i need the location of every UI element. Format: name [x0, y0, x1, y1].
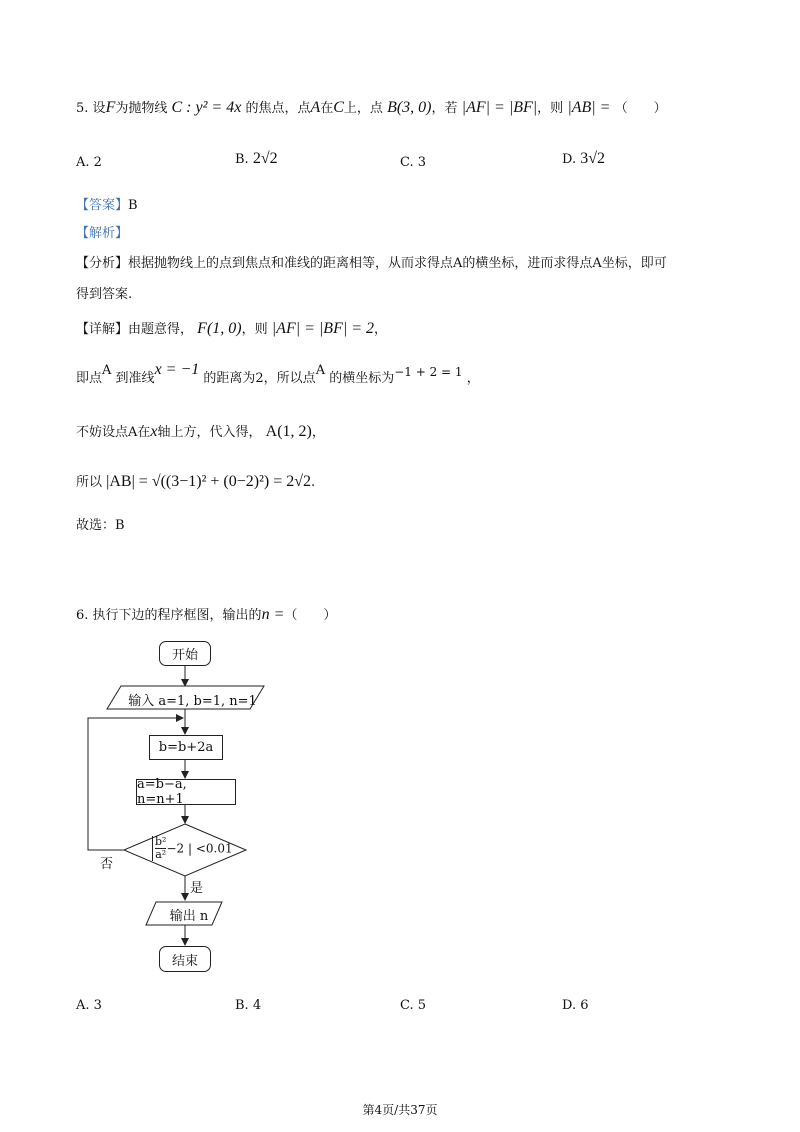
answer-tag: 【答案】 — [76, 198, 129, 213]
q5-final: 故选：B — [76, 518, 125, 533]
q5-stem: 5. 设F为抛物线 C : y² = 4x 的焦点，点A在C上，点 B(3, 0)，若 |AF| = |BF|，则 |AB| = （ ） — [76, 99, 667, 116]
flow-end: 结束 — [159, 946, 211, 972]
q5-number: 5. — [76, 101, 89, 116]
q5-fenxi-line2: 得到答案. — [76, 287, 133, 302]
flow-start: 开始 — [159, 641, 211, 666]
q6-option-d[interactable]: D. 6 — [562, 998, 589, 1013]
flow-step-b: b=b+2a — [149, 735, 223, 760]
q5-detail-line2: 即点A 到准线x = −1 的距离为2，所以点A 的横坐标为−1 + 2 = 1 ， — [76, 361, 480, 386]
flow-yes-label: 是 — [190, 881, 204, 896]
q5-ask: |AB| = — [567, 99, 611, 116]
q5-option-c[interactable]: C. 3 — [400, 155, 427, 170]
q5-option-a[interactable]: A. 2 — [76, 155, 102, 170]
q5-detail-line4: 所以 |AB| = √((3−1)² + (0−2)²) = 2√2. — [76, 473, 316, 490]
q6-stem: 6. 执行下边的程序框图，输出的n =（ ） — [76, 606, 337, 623]
flow-no-label: 否 — [100, 857, 114, 872]
flow-condition: $\frac{\text{b²}}{\text{a²}}$ −2 | <0.01 — [152, 836, 244, 861]
page-footer: 第4页/共37页 — [362, 1103, 438, 1117]
q5-parabola-eq: C : y² = 4x — [171, 99, 242, 116]
q6-option-c[interactable]: C. 5 — [400, 998, 427, 1013]
q5-option-d[interactable]: D. 3√2 — [562, 150, 606, 167]
q5-detail-line3: 不妨设点A在x轴上方，代入得， A(1, 2)， — [76, 423, 325, 440]
analysis-tag: 【解析】 — [76, 226, 129, 241]
q5-answer: 【答案】B — [76, 198, 138, 213]
q6-number: 6. — [76, 608, 89, 623]
q6-option-b[interactable]: B. 4 — [235, 998, 262, 1013]
q5-option-b[interactable]: B. 2√2 — [235, 150, 278, 167]
q5-fenxi-line1: 【分析】根据抛物线上的点到焦点和准线的距离相等，从而求得点A的横坐标，进而求得点A坐标，即可 — [76, 256, 667, 271]
flow-step-a: a=b−a, n=n+1 — [136, 779, 236, 805]
q5-detail-line1: 【详解】由题意得， F(1, 0)，则 |AF| = |BF| = 2， — [76, 320, 388, 337]
flow-output: 输出 n — [169, 909, 209, 924]
flow-input: 输入 a=1, b=1, n=1 — [128, 694, 257, 709]
q5-condition: |AF| = |BF| — [461, 99, 538, 116]
q6-option-a[interactable]: A. 3 — [76, 998, 102, 1013]
